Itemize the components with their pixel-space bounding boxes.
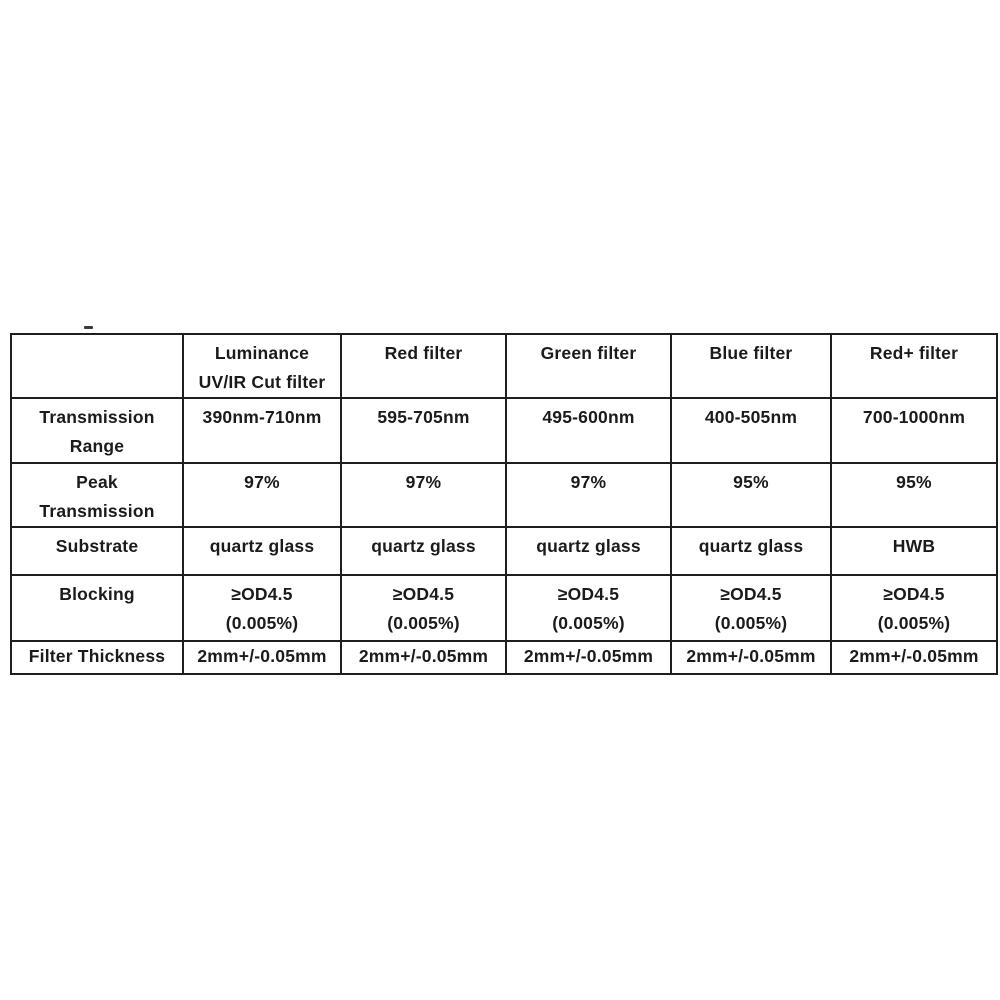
value-cell — [183, 641, 341, 674]
table-row-peak-transmission — [11, 463, 997, 527]
value-line: 95% — [733, 472, 769, 492]
value-line: 495-600nm — [542, 407, 635, 427]
row-label-line: Substrate — [55, 536, 139, 556]
value-line: 2mm+/-0.05mm — [197, 646, 327, 666]
value-cell — [506, 398, 671, 463]
value-cell — [671, 463, 831, 527]
value-line: quartz glass — [536, 536, 641, 556]
row-label-cell — [11, 463, 183, 527]
value-line: 2mm+/-0.05mm — [358, 646, 489, 666]
row-label-line: Transmission — [39, 407, 155, 427]
table-header-row — [11, 334, 997, 398]
value-cell — [831, 463, 997, 527]
header-cell-red — [341, 334, 506, 398]
value-line: 95% — [896, 472, 932, 492]
value-cell — [341, 641, 506, 674]
value-line: (0.005%) — [552, 613, 625, 633]
value-cell — [506, 463, 671, 527]
filter-spec-table — [10, 333, 998, 675]
value-line: (0.005%) — [714, 613, 788, 633]
value-cell — [341, 575, 506, 641]
value-line: 2mm+/-0.05mm — [849, 646, 979, 666]
value-line: 700-1000nm — [862, 407, 966, 427]
value-cell — [506, 575, 671, 641]
value-line: 97% — [570, 472, 607, 492]
row-label-cell — [11, 398, 183, 463]
value-line: 390nm-710nm — [202, 407, 322, 427]
value-line: 97% — [244, 472, 280, 492]
value-cell — [506, 527, 671, 575]
row-label-line: Range — [69, 436, 125, 456]
value-line: quartz glass — [371, 536, 476, 556]
value-cell — [506, 641, 671, 674]
value-line: ≥OD4.5 — [883, 584, 945, 604]
value-line: (0.005%) — [225, 613, 299, 633]
value-cell — [831, 575, 997, 641]
row-label-line: Filter Thickness — [28, 646, 166, 666]
value-line: 97% — [405, 472, 442, 492]
value-cell — [671, 575, 831, 641]
value-line: 400-505nm — [704, 407, 798, 427]
table-row-filter-thickness — [11, 641, 997, 674]
header-line: Red filter — [384, 343, 463, 363]
value-line: 595-705nm — [377, 407, 470, 427]
value-cell — [183, 398, 341, 463]
value-line: ≥OD4.5 — [720, 584, 782, 604]
row-label-cell — [11, 575, 183, 641]
value-line: (0.005%) — [877, 613, 951, 633]
value-cell — [831, 527, 997, 575]
row-label-cell — [11, 527, 183, 575]
value-line: 2mm+/-0.05mm — [523, 646, 654, 666]
value-line: quartz glass — [698, 536, 804, 556]
table-row-blocking — [11, 575, 997, 641]
value-cell — [183, 463, 341, 527]
row-label-line: Transmission — [39, 501, 155, 521]
header-line: Blue filter — [709, 343, 793, 363]
value-line: (0.005%) — [387, 613, 460, 633]
header-cell-luminance — [183, 334, 341, 398]
value-cell — [341, 398, 506, 463]
value-line: quartz glass — [209, 536, 315, 556]
value-cell — [831, 398, 997, 463]
value-cell — [183, 527, 341, 575]
value-cell — [183, 575, 341, 641]
value-cell — [671, 527, 831, 575]
header-cell-redplus — [831, 334, 997, 398]
value-cell — [671, 641, 831, 674]
header-line: UV/IR Cut filter — [198, 372, 326, 392]
header-cell-green — [506, 334, 671, 398]
table-row-transmission-range — [11, 398, 997, 463]
value-cell — [341, 463, 506, 527]
header-line: Luminance — [214, 343, 310, 363]
row-label-line: Blocking — [59, 584, 135, 604]
value-cell — [831, 641, 997, 674]
table-row-substrate — [11, 527, 997, 575]
stray-dash-artifact — [84, 326, 93, 329]
value-line: HWB — [892, 536, 936, 556]
value-line: 2mm+/-0.05mm — [686, 646, 816, 666]
value-line: ≥OD4.5 — [392, 584, 455, 604]
value-line: ≥OD4.5 — [557, 584, 620, 604]
row-label-line: Peak — [76, 472, 118, 492]
row-label-cell — [11, 641, 183, 674]
value-line: ≥OD4.5 — [231, 584, 293, 604]
corner-cell — [11, 334, 183, 398]
header-line: Red+ filter — [869, 343, 959, 363]
value-cell — [671, 398, 831, 463]
header-cell-blue — [671, 334, 831, 398]
value-cell — [341, 527, 506, 575]
header-line: Green filter — [540, 343, 637, 363]
